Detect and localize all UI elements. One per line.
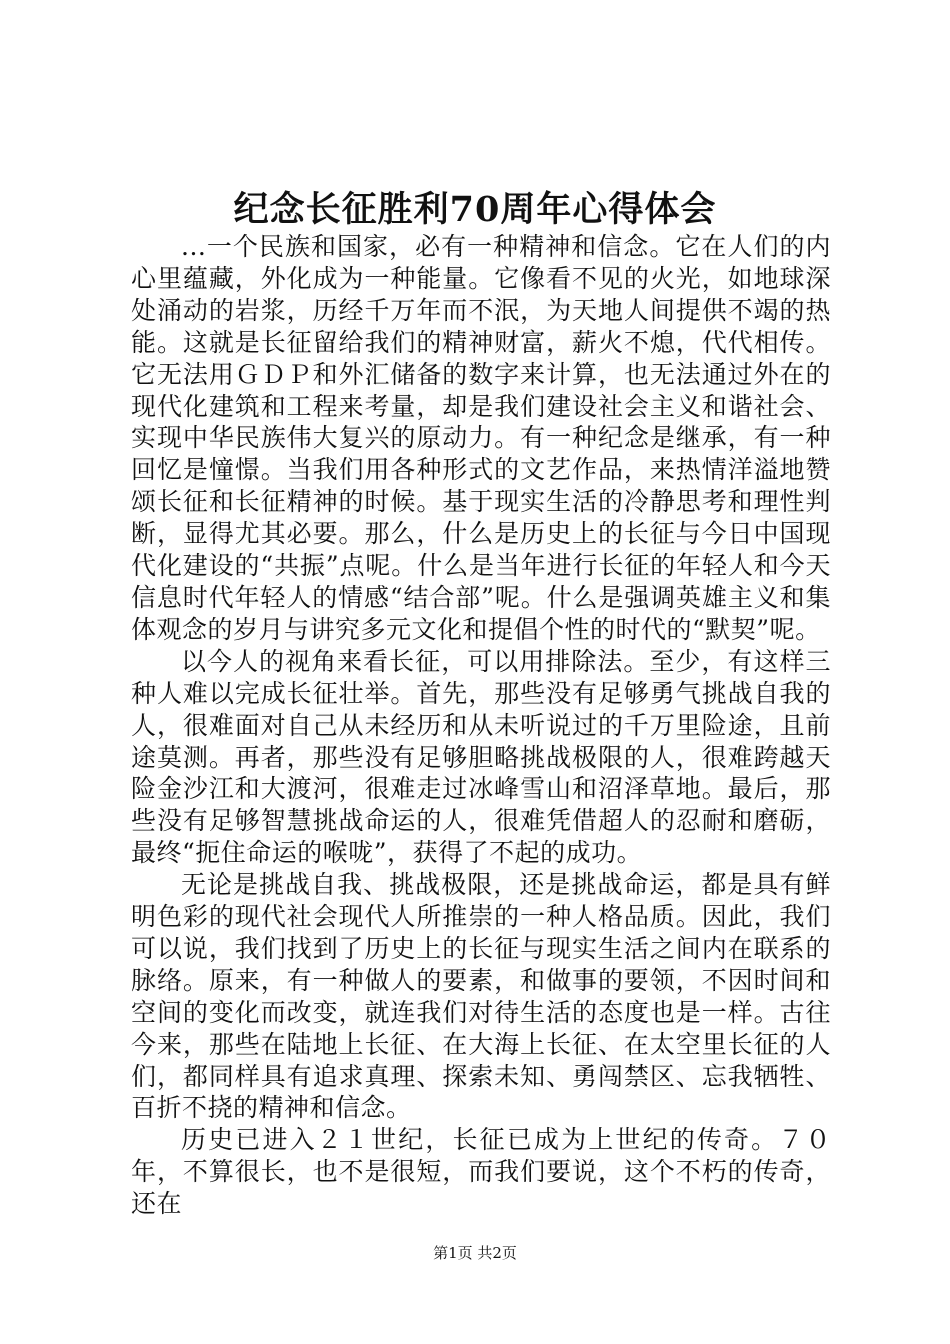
paragraph-4: 历史已进入２１世纪，长征已成为上世纪的传奇。７０年，不算很长，也不是很短，而我们要说，这个不朽的传奇，还在 (131, 1125, 831, 1219)
paragraph-1: ...一个民族和国家，必有一种精神和信念。它在人们的内心里蕴藏，外化成为一种能量。它像看不见的火光，如地球深处涌动的岩浆，历经千万年而不泯，为天地人间提供不竭的热能。这就是长征留给我们的精神财富，薪火不熄，代代相传。它无法用ＧＤＰ和外汇储备的数字来计算，也无法通过外在的现代化建筑和工程来考量，却是我们建设社会主义和谐社会、实现中华民族伟大复兴的原动力。有一种纪念是继承，有一种回忆是憧憬。当我们用各种形式的文艺作品，来热情洋溢地赞颂长征和长征精神的时候。基于现实生活的冷静思考和理性判断，显得尤其必要。那么，什么是历史上的长征与今日中国现代化建设的“共振”点呢。什么是当年进行长征的年轻人和今天信息时代年轻人的情感“结合部”呢。什么是强调英雄主义和集体观念的岁月与讲究多元文化和提倡个性的时代的“默契”呢。 (131, 232, 831, 644)
document-title: 纪念长征胜利70周年心得体会 (233, 189, 717, 230)
paragraph-3: 无论是挑战自我、挑战极限，还是挑战命运，都是具有鲜明色彩的现代社会现代人所推崇的一种人格品质。因此，我们可以说，我们找到了历史上的长征与现实生活之间内在联系的脉络。原来，有一种做人的要素，和做事的要领，不因时间和空间的变化而改变，就连我们对待生活的态度也是一样。古往今来，那些在陆地上长征、在大海上长征、在太空里长征的人们，都同样具有追求真理、探索未知、勇闯禁区、忘我牺牲、百折不挠的精神和信念。 (131, 870, 831, 1123)
paragraph-2: 以今人的视角来看长征，可以用排除法。至少，有这样三种人难以完成长征壮举。首先，那些没有足够勇气挑战自我的人，很难面对自己从未经历和从未听说过的千万里险途，且前途莫测。再者，那些没有足够胆略挑战极限的人，很难跨越天险金沙江和大渡河，很难走过冰峰雪山和沼泽草地。最后，那些没有足够智慧挑战命运的人，很难凭借超人的忍耐和磨砺，最终“扼住命运的喉咙”，获得了不起的成功。 (131, 646, 831, 868)
document-body (131, 231, 831, 1220)
page-number-footer: 第1页 共2页 (433, 1244, 517, 1262)
